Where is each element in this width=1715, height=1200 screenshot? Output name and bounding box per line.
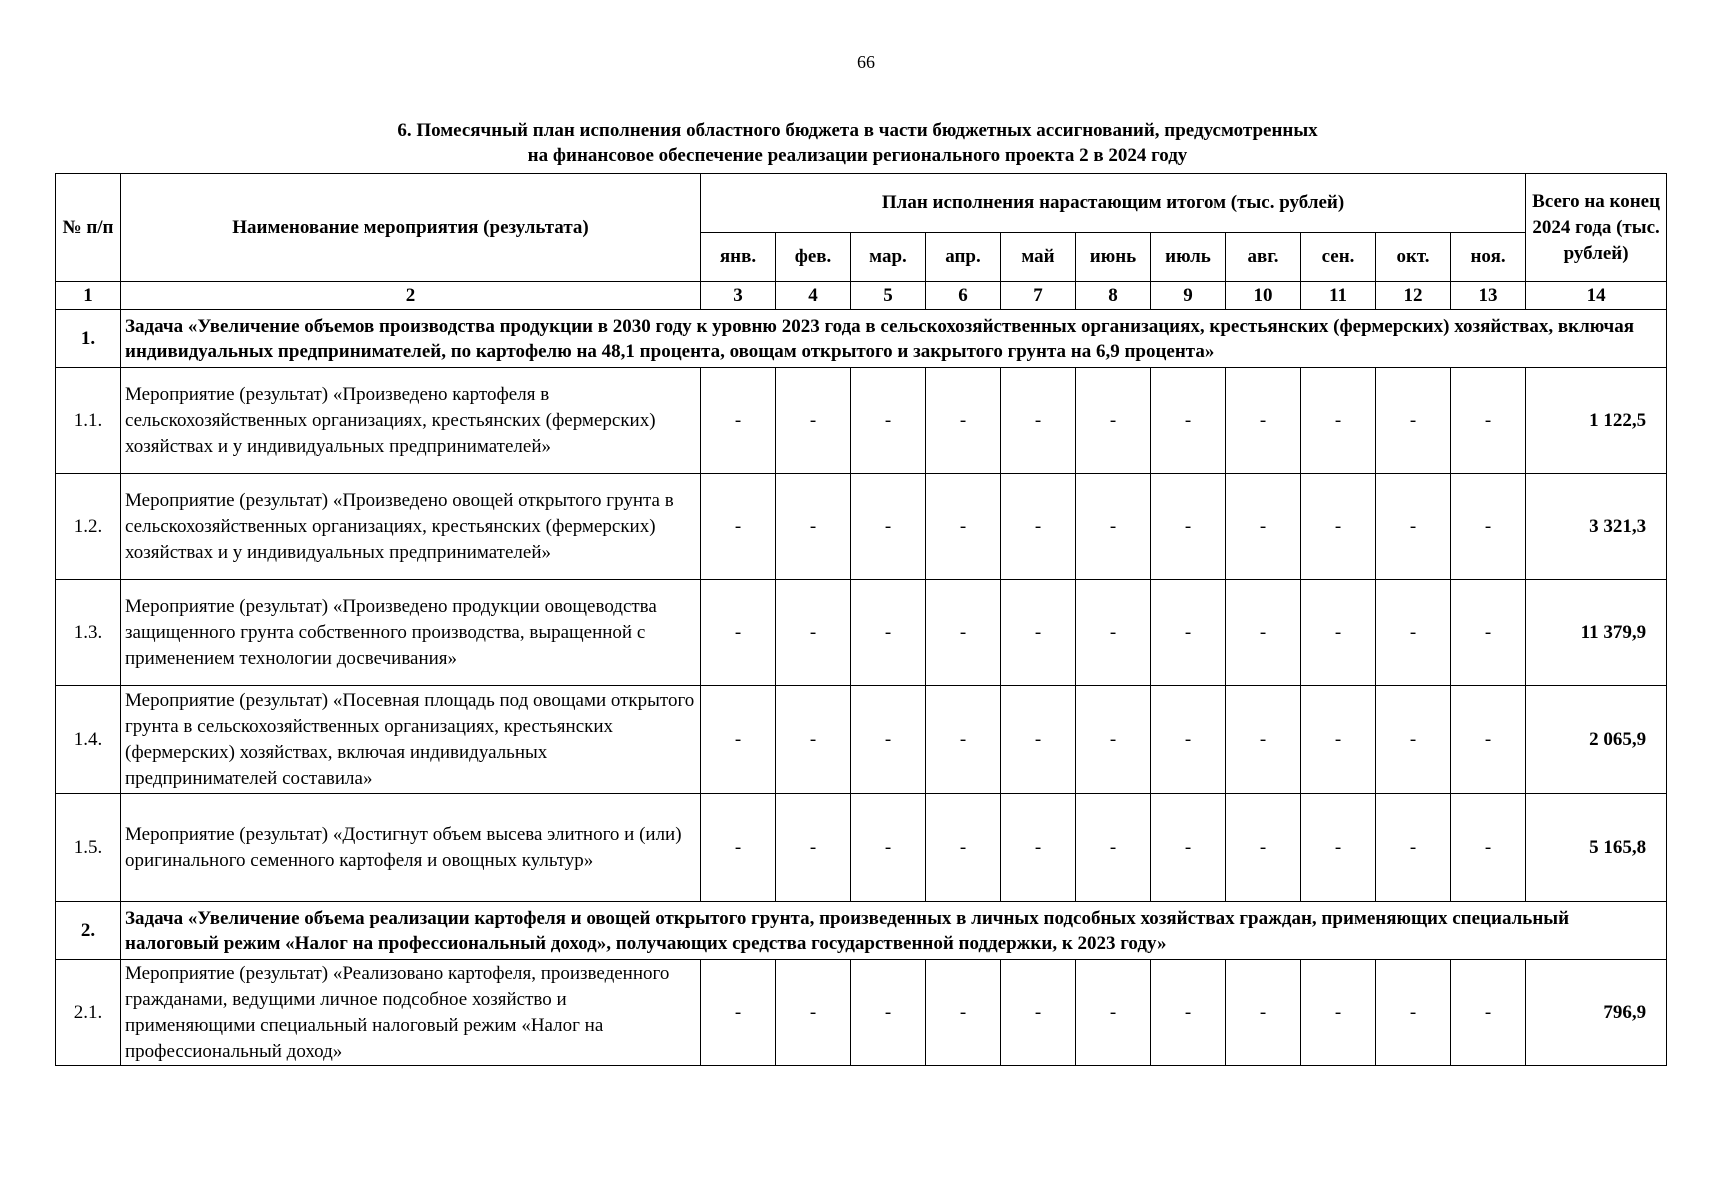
- total-value: 796,9: [1526, 960, 1667, 1066]
- table-row: [56, 368, 1667, 474]
- month-value: -: [1151, 474, 1226, 580]
- month-value: -: [926, 794, 1001, 902]
- item-description: Мероприятие (результат) «Произведено овощей открытого грунта в сельскохозяйственных организациях, крестьянских (фермерских) хозяйствах и у индивидуальных предпринимателей»: [121, 474, 701, 580]
- table-row: [56, 794, 1667, 902]
- month-value: -: [1376, 580, 1451, 686]
- column-number: 12: [1376, 282, 1451, 310]
- column-number: 4: [776, 282, 851, 310]
- item-number: 1.5.: [56, 794, 121, 902]
- header-plan: План исполнения нарастающим итогом (тыс. рублей): [701, 174, 1526, 233]
- total-value: 1 122,5: [1526, 368, 1667, 474]
- task-row: [56, 310, 1667, 368]
- header-month: фев.: [776, 233, 851, 282]
- month-value: -: [1001, 368, 1076, 474]
- table-body: [56, 310, 1667, 1066]
- month-value: -: [1301, 580, 1376, 686]
- header-month: апр.: [926, 233, 1001, 282]
- month-value: -: [1451, 368, 1526, 474]
- table-row: [56, 474, 1667, 580]
- total-value: 11 379,9: [1526, 580, 1667, 686]
- month-value: -: [1301, 794, 1376, 902]
- month-value: -: [1376, 368, 1451, 474]
- month-value: -: [701, 368, 776, 474]
- column-number: 2: [121, 282, 701, 310]
- column-number: 3: [701, 282, 776, 310]
- item-number: 1.1.: [56, 368, 121, 474]
- month-value: -: [1151, 960, 1226, 1066]
- header-month: июнь: [1076, 233, 1151, 282]
- month-value: -: [1226, 474, 1301, 580]
- title-line-1: 6. Помесячный план исполнения областного бюджета в части бюджетных ассигнований, предусмотренных: [397, 120, 1318, 141]
- header-month: май: [1001, 233, 1076, 282]
- column-number: 1: [56, 282, 121, 310]
- total-value: 3 321,3: [1526, 474, 1667, 580]
- month-value: -: [851, 580, 926, 686]
- month-value: -: [1451, 794, 1526, 902]
- column-number: 10: [1226, 282, 1301, 310]
- column-number: 5: [851, 282, 926, 310]
- month-value: -: [1301, 368, 1376, 474]
- total-value: 5 165,8: [1526, 794, 1667, 902]
- month-value: -: [1226, 960, 1301, 1066]
- column-number: 6: [926, 282, 1001, 310]
- month-value: -: [926, 474, 1001, 580]
- month-value: -: [1076, 580, 1151, 686]
- month-value: -: [776, 960, 851, 1066]
- month-value: -: [926, 580, 1001, 686]
- month-value: -: [1001, 474, 1076, 580]
- month-value: -: [1226, 368, 1301, 474]
- month-value: -: [1451, 686, 1526, 794]
- month-value: -: [1451, 580, 1526, 686]
- month-value: -: [1001, 686, 1076, 794]
- task-number: 2.: [56, 902, 121, 960]
- table-row: [56, 580, 1667, 686]
- header-month: окт.: [1376, 233, 1451, 282]
- column-number: 13: [1451, 282, 1526, 310]
- month-value: -: [851, 474, 926, 580]
- month-value: -: [776, 794, 851, 902]
- month-value: -: [776, 474, 851, 580]
- month-value: -: [1076, 960, 1151, 1066]
- month-value: -: [1376, 474, 1451, 580]
- header-month: мар.: [851, 233, 926, 282]
- budget-plan-table: [55, 173, 1667, 1066]
- task-description: Задача «Увеличение объема реализации картофеля и овощей открытого грунта, произведенных в личных подсобных хозяйствах граждан, применяющих специальный налоговый режим «Налог на профессиональный доход», получающих средства государственной поддержки, к 2023 году»: [121, 902, 1667, 960]
- month-value: -: [1001, 580, 1076, 686]
- month-value: -: [1151, 580, 1226, 686]
- month-value: -: [1151, 686, 1226, 794]
- column-number: 9: [1151, 282, 1226, 310]
- item-number: 1.2.: [56, 474, 121, 580]
- month-value: -: [1376, 686, 1451, 794]
- month-value: -: [926, 960, 1001, 1066]
- month-value: -: [1151, 794, 1226, 902]
- month-value: -: [1376, 794, 1451, 902]
- month-value: -: [851, 794, 926, 902]
- month-value: -: [1301, 960, 1376, 1066]
- month-value: -: [701, 686, 776, 794]
- month-value: -: [1076, 794, 1151, 902]
- month-value: -: [701, 474, 776, 580]
- table-row: [56, 960, 1667, 1066]
- month-value: -: [851, 960, 926, 1066]
- item-number: 2.1.: [56, 960, 121, 1066]
- month-value: -: [1076, 474, 1151, 580]
- header-month: июль: [1151, 233, 1226, 282]
- month-value: -: [1226, 580, 1301, 686]
- item-description: Мероприятие (результат) «Посевная площадь под овощами открытого грунта в сельскохозяйственных организациях, крестьянских (фермерских) хозяйствах, включая индивидуальных предпринимателей составила»: [121, 686, 701, 794]
- month-value: -: [1076, 686, 1151, 794]
- month-value: -: [851, 368, 926, 474]
- month-value: -: [1226, 794, 1301, 902]
- month-value: -: [1451, 474, 1526, 580]
- total-value: 2 065,9: [1526, 686, 1667, 794]
- month-value: -: [776, 580, 851, 686]
- item-number: 1.3.: [56, 580, 121, 686]
- item-description: Мероприятие (результат) «Произведено продукции овощеводства защищенного грунта собственного производства, выращенной с применением технологии досвечивания»: [121, 580, 701, 686]
- header-month: авг.: [1226, 233, 1301, 282]
- month-value: -: [926, 368, 1001, 474]
- header-month: янв.: [701, 233, 776, 282]
- column-number: 7: [1001, 282, 1076, 310]
- month-value: -: [1226, 686, 1301, 794]
- header-number: № п/п: [56, 174, 121, 282]
- task-number: 1.: [56, 310, 121, 368]
- column-number: 8: [1076, 282, 1151, 310]
- header-total: Всего на конец 2024 года (тыс. рублей): [1526, 174, 1667, 282]
- table-row: [56, 686, 1667, 794]
- page-number: 66: [857, 52, 875, 72]
- column-number: 11: [1301, 282, 1376, 310]
- month-value: -: [851, 686, 926, 794]
- header-month: ноя.: [1451, 233, 1526, 282]
- month-value: -: [776, 368, 851, 474]
- month-value: -: [1076, 368, 1151, 474]
- task-row: [56, 902, 1667, 960]
- month-value: -: [1376, 960, 1451, 1066]
- item-description: Мероприятие (результат) «Реализовано картофеля, произведенного гражданами, ведущими личное подсобное хозяйство и применяющими специальный налоговый режим «Налог на профессиональный доход»: [121, 960, 701, 1066]
- month-value: -: [776, 686, 851, 794]
- month-value: -: [701, 794, 776, 902]
- month-value: -: [1301, 686, 1376, 794]
- document-title: [0, 118, 1715, 168]
- task-description: Задача «Увеличение объемов производства продукции в 2030 году к уровню 2023 года в сельскохозяйственных организациях, крестьянских (фермерских) хозяйствах, включая индивидуальных предпринимателей, по картофелю на 48,1 процента, овощам открытого и закрытого грунта на 6,9 процента»: [121, 310, 1667, 368]
- column-number: 14: [1526, 282, 1667, 310]
- month-value: -: [1001, 794, 1076, 902]
- month-value: -: [1151, 368, 1226, 474]
- month-value: -: [1451, 960, 1526, 1066]
- month-value: -: [1001, 960, 1076, 1066]
- item-number: 1.4.: [56, 686, 121, 794]
- title-line-2: на финансовое обеспечение реализации регионального проекта 2 в 2024 году: [527, 145, 1188, 166]
- month-value: -: [701, 580, 776, 686]
- header-month: сен.: [1301, 233, 1376, 282]
- item-description: Мероприятие (результат) «Достигнут объем высева элитного и (или) оригинального семенного картофеля и овощных культур»: [121, 794, 701, 902]
- item-description: Мероприятие (результат) «Произведено картофеля в сельскохозяйственных организациях, крестьянских (фермерских) хозяйствах и у индивидуальных предпринимателей»: [121, 368, 701, 474]
- header-column-numbers-row: [56, 282, 1667, 310]
- month-value: -: [701, 960, 776, 1066]
- month-value: -: [926, 686, 1001, 794]
- header-name: Наименование мероприятия (результата): [121, 174, 701, 282]
- month-value: -: [1301, 474, 1376, 580]
